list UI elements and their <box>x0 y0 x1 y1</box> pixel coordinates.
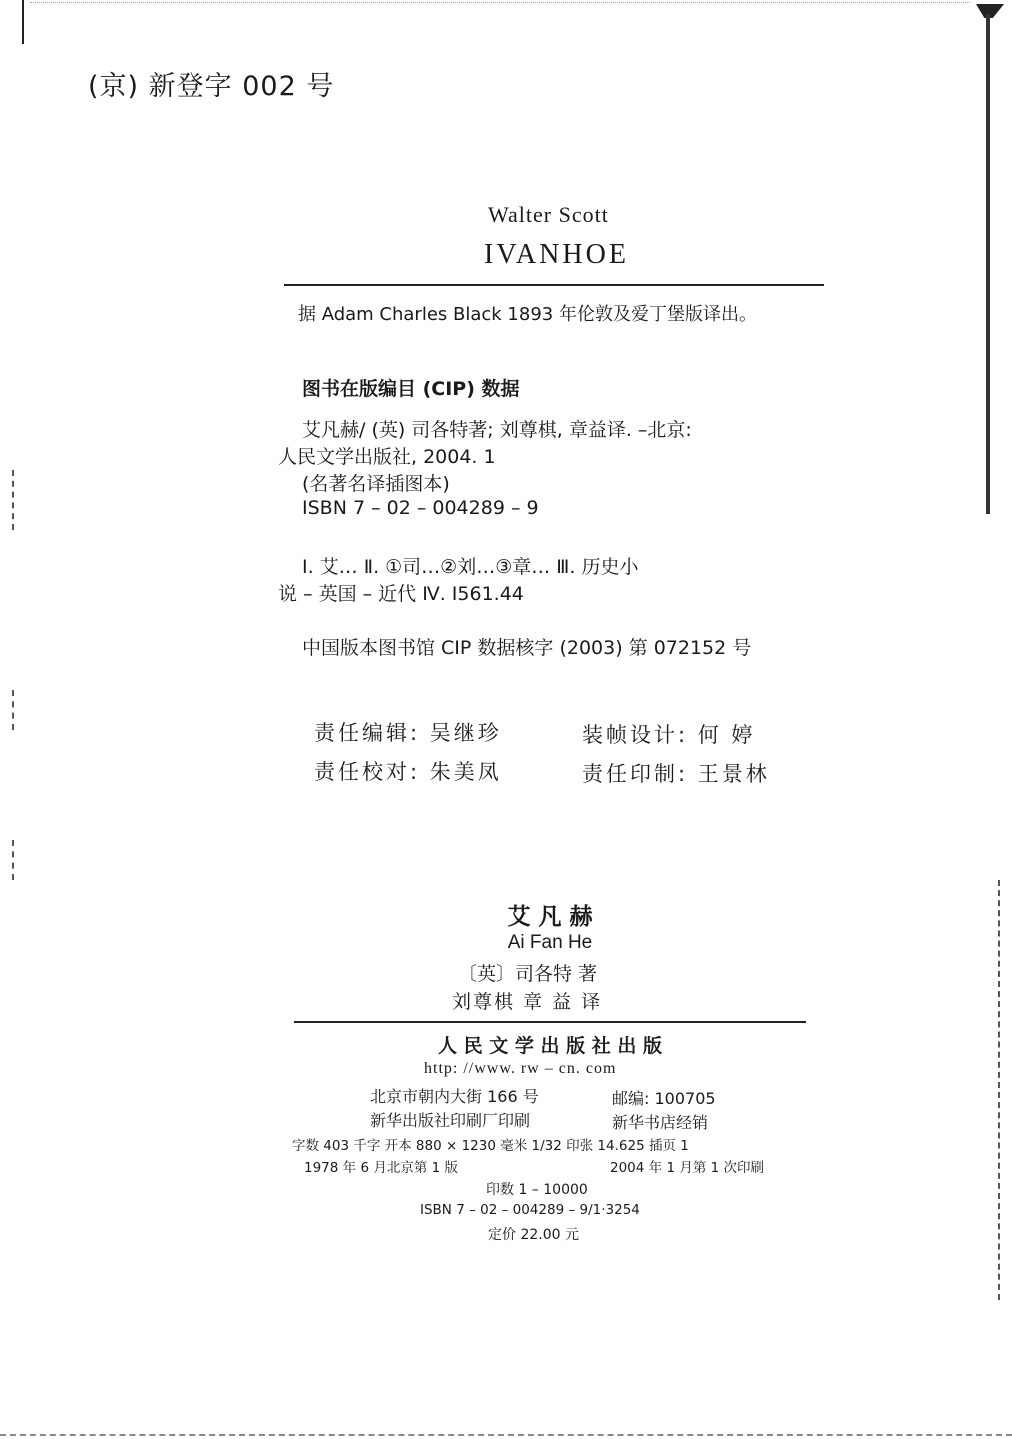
book-specs: 字数 403 千字 开本 880 × 1230 毫米 1/32 印张 14.625 插页 1 <box>292 1138 689 1154</box>
cip-heading: 图书在版编目 (CIP) 数据 <box>302 378 520 400</box>
distributor: 新华书店经销 <box>612 1113 709 1132</box>
scan-dash-left-3 <box>12 840 14 880</box>
scan-edge-mark-right <box>986 14 990 514</box>
source-note: 据 Adam Charles Black 1893 年伦敦及爱丁堡版译出。 <box>298 304 757 325</box>
scan-dash-right-1 <box>998 880 1000 1300</box>
printer: 新华出版社印刷厂印刷 <box>370 1111 531 1130</box>
book-title-cn: 艾 凡 赫 <box>507 904 593 930</box>
first-edition: 1978 年 6 月北京第 1 版 <box>304 1160 458 1176</box>
publisher-address: 北京市朝内大街 166 号 <box>370 1087 539 1106</box>
scan-dash-bottom <box>0 1434 1012 1436</box>
cip-line-1: 艾凡赫/ (英) 司各特著; 刘尊棋, 章益译. –北京: <box>302 419 692 441</box>
cip-line-6: 说 – 英国 – 近代 Ⅳ. I561.44 <box>278 583 524 605</box>
english-author: Walter Scott <box>488 202 609 227</box>
scan-dash-left-2 <box>12 690 14 730</box>
cip-line-3: (名著名译插图本) <box>302 473 450 495</box>
cip-line-5: Ⅰ. 艾… Ⅱ. ①司…②刘…③章… Ⅲ. 历史小 <box>302 556 639 578</box>
title-rule <box>284 284 824 286</box>
scan-dash-top <box>30 2 970 3</box>
credit-proofreading: 责任校对: 朱美凤 <box>314 760 502 784</box>
publisher-url: http: //www. rw – cn. com <box>424 1060 617 1077</box>
credit-design: 装帧设计: 何 婷 <box>582 723 756 747</box>
publisher-rule <box>294 1021 806 1023</box>
book-translators: 刘尊棋 章 益 译 <box>452 991 603 1013</box>
scan-dash-left-1 <box>12 470 14 530</box>
registration-number: (京) 新登字 002 号 <box>88 71 335 102</box>
print-run: 印数 1 – 10000 <box>486 1182 588 1198</box>
this-printing: 2004 年 1 月第 1 次印刷 <box>610 1160 764 1176</box>
cip-line-4: ISBN 7 – 02 – 004289 – 9 <box>302 497 539 519</box>
scan-edge-mark-right-top <box>976 4 1004 18</box>
credit-printing: 责任印制: 王景林 <box>582 762 770 786</box>
book-author: 〔英〕司各特 著 <box>458 963 598 985</box>
isbn-full: ISBN 7 – 02 – 004289 – 9/1·3254 <box>420 1202 640 1218</box>
cip-check-number: 中国版本图书馆 CIP 数据核字 (2003) 第 072152 号 <box>302 637 752 659</box>
credit-editor: 责任编辑: 吴继珍 <box>314 721 502 745</box>
book-title-pinyin: Ai Fan He <box>507 932 593 953</box>
price: 定价 22.00 元 <box>488 1227 579 1243</box>
english-title: IVANHOE <box>484 239 629 270</box>
cip-line-2: 人民文学出版社, 2004. 1 <box>278 446 496 468</box>
scan-edge-mark-left <box>22 0 24 44</box>
publisher-postcode: 邮编: 100705 <box>612 1089 716 1108</box>
publisher-name: 人 民 文 学 出 版 社 出 版 <box>438 1035 662 1057</box>
